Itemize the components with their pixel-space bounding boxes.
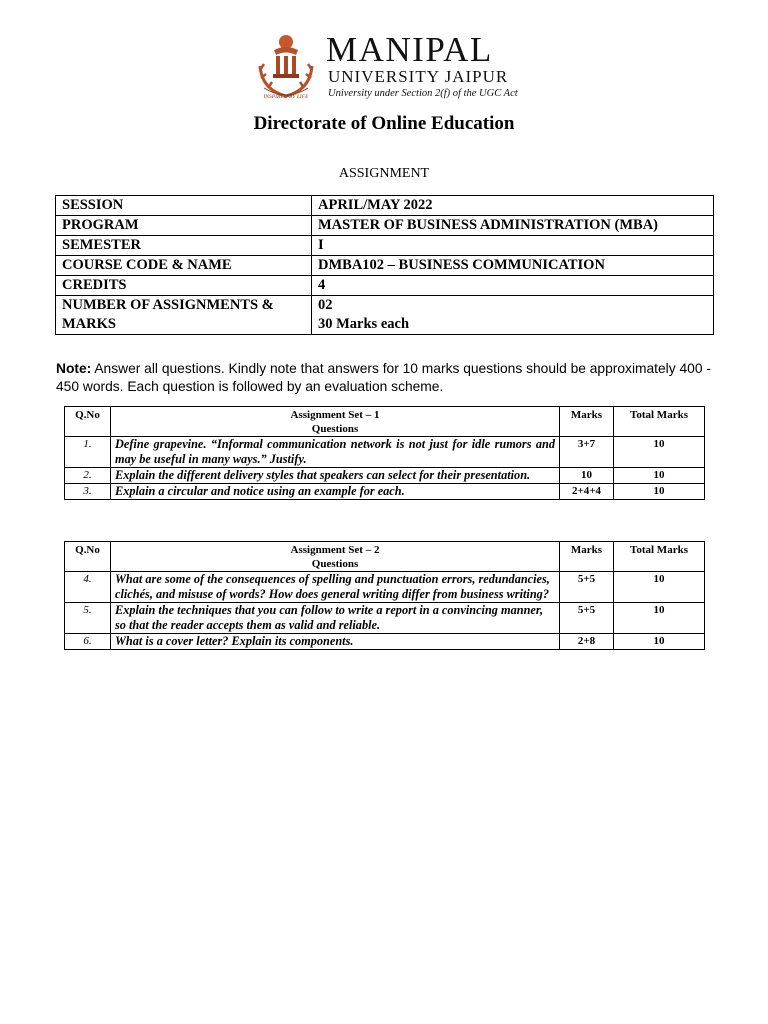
info-row xyxy=(56,236,714,256)
info-row xyxy=(56,196,714,216)
info-key: CREDITS xyxy=(56,276,312,296)
info-row xyxy=(56,276,714,296)
set-title: Assignment Set – 1 xyxy=(290,409,380,421)
question-number: 1. xyxy=(65,437,111,468)
table-row xyxy=(65,468,705,484)
col-marks: Marks xyxy=(560,407,614,437)
info-value: DMBA102 – BUSINESS COMMUNICATION xyxy=(312,256,714,276)
question-text: Define grapevine. “Informal communication network is not just for idle rumors and may be useful in many ways.” Justify. xyxy=(111,437,560,468)
note-text: Answer all questions. Kindly note that answers for 10 marks questions should be approximately 400 - 450 words. Each question is followed by an evaluation scheme. xyxy=(56,361,711,394)
table-header-row xyxy=(65,542,705,572)
info-value: 4 xyxy=(312,276,714,296)
question-marks: 5+5 xyxy=(560,572,614,603)
info-value-line: 30 Marks each xyxy=(318,316,410,332)
question-total: 10 xyxy=(614,572,705,603)
info-key: COURSE CODE & NAME xyxy=(56,256,312,276)
brand-tagline: University under Section 2(f) of the UGC Act xyxy=(328,88,518,99)
set-subtitle: Questions xyxy=(311,558,359,570)
question-marks: 5+5 xyxy=(560,603,614,634)
info-key xyxy=(56,296,312,335)
question-total: 10 xyxy=(614,437,705,468)
question-marks: 10 xyxy=(560,468,614,484)
info-value: I xyxy=(312,236,714,256)
info-key-line: MARKS xyxy=(62,316,116,332)
question-total: 10 xyxy=(614,634,705,650)
info-key: SESSION xyxy=(56,196,312,216)
info-row xyxy=(56,296,714,335)
question-marks: 2+4+4 xyxy=(560,484,614,500)
col-qno: Q.No xyxy=(65,542,111,572)
question-text: Explain the different delivery styles that speakers can select for their presentation. xyxy=(111,468,560,484)
table-row xyxy=(65,484,705,500)
info-value: APRIL/MAY 2022 xyxy=(312,196,714,216)
assignment-set-1-table xyxy=(64,406,705,500)
question-text: Explain a circular and notice using an example for each. xyxy=(111,484,560,500)
brand-subtitle: UNIVERSITY JAIPUR xyxy=(328,67,509,86)
col-total-marks: Total Marks xyxy=(614,407,705,437)
table-header-row xyxy=(65,407,705,437)
set-subtitle: Questions xyxy=(311,423,359,435)
question-number: 6. xyxy=(65,634,111,650)
question-number: 4. xyxy=(65,572,111,603)
col-questions xyxy=(111,542,560,572)
info-key: PROGRAM xyxy=(56,216,312,236)
question-text: What are some of the consequences of spelling and punctuation errors, redundancies, clichés, and misuse of words? How does general writing differ from business writing? xyxy=(111,572,560,603)
question-text: What is a cover letter? Explain its components. xyxy=(111,634,560,650)
info-value xyxy=(312,296,714,335)
info-row xyxy=(56,256,714,276)
page-title: Directorate of Online Education xyxy=(253,113,515,134)
info-row xyxy=(56,216,714,236)
table-row xyxy=(65,437,705,468)
question-number: 5. xyxy=(65,603,111,634)
table-row xyxy=(65,572,705,603)
info-key: SEMESTER xyxy=(56,236,312,256)
university-logo xyxy=(250,28,530,100)
col-total-marks: Total Marks xyxy=(614,542,705,572)
assignment-heading: ASSIGNMENT xyxy=(338,166,430,181)
info-value-line: 02 xyxy=(318,297,333,313)
instructions-note xyxy=(56,360,721,396)
question-total: 10 xyxy=(614,603,705,634)
question-text: Explain the techniques that you can follow to write a report in a convincing manner, so that the reader accepts them as valid and reliable. xyxy=(111,603,560,634)
note-label: Note: xyxy=(56,361,92,376)
col-marks: Marks xyxy=(560,542,614,572)
question-total: 10 xyxy=(614,484,705,500)
info-value: MASTER OF BUSINESS ADMINISTRATION (MBA) xyxy=(312,216,714,236)
table-row xyxy=(65,603,705,634)
question-total: 10 xyxy=(614,468,705,484)
question-marks: 3+7 xyxy=(560,437,614,468)
question-number: 3. xyxy=(65,484,111,500)
brand-name: MANIPAL xyxy=(326,30,493,69)
col-questions xyxy=(111,407,560,437)
question-number: 2. xyxy=(65,468,111,484)
set-title: Assignment Set – 2 xyxy=(290,544,380,556)
table-row xyxy=(65,634,705,650)
course-info-table xyxy=(55,195,714,335)
info-key-line: NUMBER OF ASSIGNMENTS & xyxy=(62,297,274,313)
assignment-set-2-table xyxy=(64,541,705,650)
col-qno: Q.No xyxy=(65,407,111,437)
university-seal-icon xyxy=(250,28,322,100)
question-marks: 2+8 xyxy=(560,634,614,650)
seal-motto: INSPIRED BY LIFE xyxy=(263,94,309,100)
